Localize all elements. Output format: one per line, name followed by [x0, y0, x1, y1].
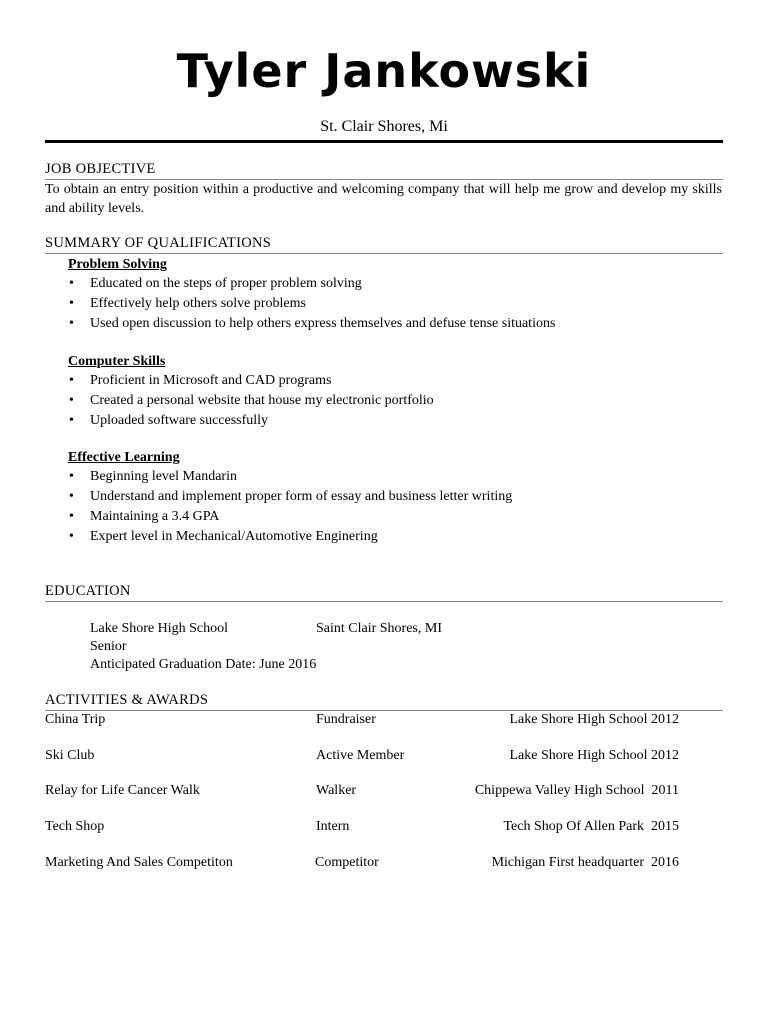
candidate-name: Tyler Jankowski	[176, 44, 592, 98]
list-item: • Uploaded software successfully	[68, 411, 434, 431]
qualification-list	[68, 467, 512, 547]
education-status: Senior	[90, 639, 127, 654]
school-city: Saint Clair Shores, MI	[316, 621, 442, 636]
activity-name: Marketing And Sales Competiton	[45, 855, 233, 870]
graduation-date: Anticipated Graduation Date: June 2016	[90, 657, 317, 672]
list-item: • Beginning level Mandarin	[68, 467, 512, 487]
qualification-group-title: Effective Learning	[68, 450, 180, 465]
activity-name: Ski Club	[45, 748, 95, 763]
activity-role: Competitor	[315, 855, 379, 870]
qualification-group-title: Problem Solving	[68, 257, 167, 272]
list-item: • Used open discussion to help others express themselves and defuse tense situations	[68, 314, 555, 334]
qualification-list	[68, 274, 555, 334]
school-name: Lake Shore High School	[90, 621, 229, 636]
activity-name: Relay for Life Cancer Walk	[45, 783, 200, 798]
activity-org: Lake Shore High School 2012	[509, 748, 679, 763]
candidate-location: St. Clair Shores, Mi	[320, 118, 448, 135]
objective-heading: JOB OBJECTIVE	[45, 161, 723, 180]
list-item: • Effectively help others solve problems	[68, 294, 555, 314]
activity-org: Tech Shop Of Allen Park 2015	[503, 819, 679, 834]
education-heading: EDUCATION	[45, 583, 723, 602]
activity-org: Lake Shore High School 2012	[509, 712, 679, 727]
list-item: • Proficient in Microsoft and CAD programs	[68, 371, 434, 391]
qualification-list	[68, 371, 434, 431]
objective-text: To obtain an entry position within a productive and welcoming company that will help me grow and develop my skills and ability levels.	[45, 182, 722, 216]
qualification-group-title: Computer Skills	[68, 354, 166, 369]
activity-org: Michigan First headquarter 2016	[491, 855, 679, 870]
header-divider	[45, 140, 723, 143]
activity-name: China Trip	[45, 712, 106, 727]
list-item: • Understand and implement proper form of essay and business letter writing	[68, 487, 512, 507]
activity-role: Active Member	[316, 748, 405, 763]
activity-role: Walker	[316, 783, 357, 798]
list-item: • Educated on the steps of proper problem solving	[68, 274, 555, 294]
list-item: • Created a personal website that house my electronic portfolio	[68, 391, 434, 411]
activity-role: Fundraiser	[316, 712, 376, 727]
activity-name: Tech Shop	[45, 819, 105, 834]
list-item: • Expert level in Mechanical/Automotive Enginering	[68, 527, 512, 547]
qualifications-heading: SUMMARY OF QUALIFICATIONS	[45, 235, 723, 254]
list-item: • Maintaining a 3.4 GPA	[68, 507, 512, 527]
activity-org: Chippewa Valley High School 2011	[474, 783, 679, 798]
activity-role: Intern	[316, 819, 350, 834]
activities-heading: ACTIVITIES & AWARDS	[45, 692, 723, 711]
